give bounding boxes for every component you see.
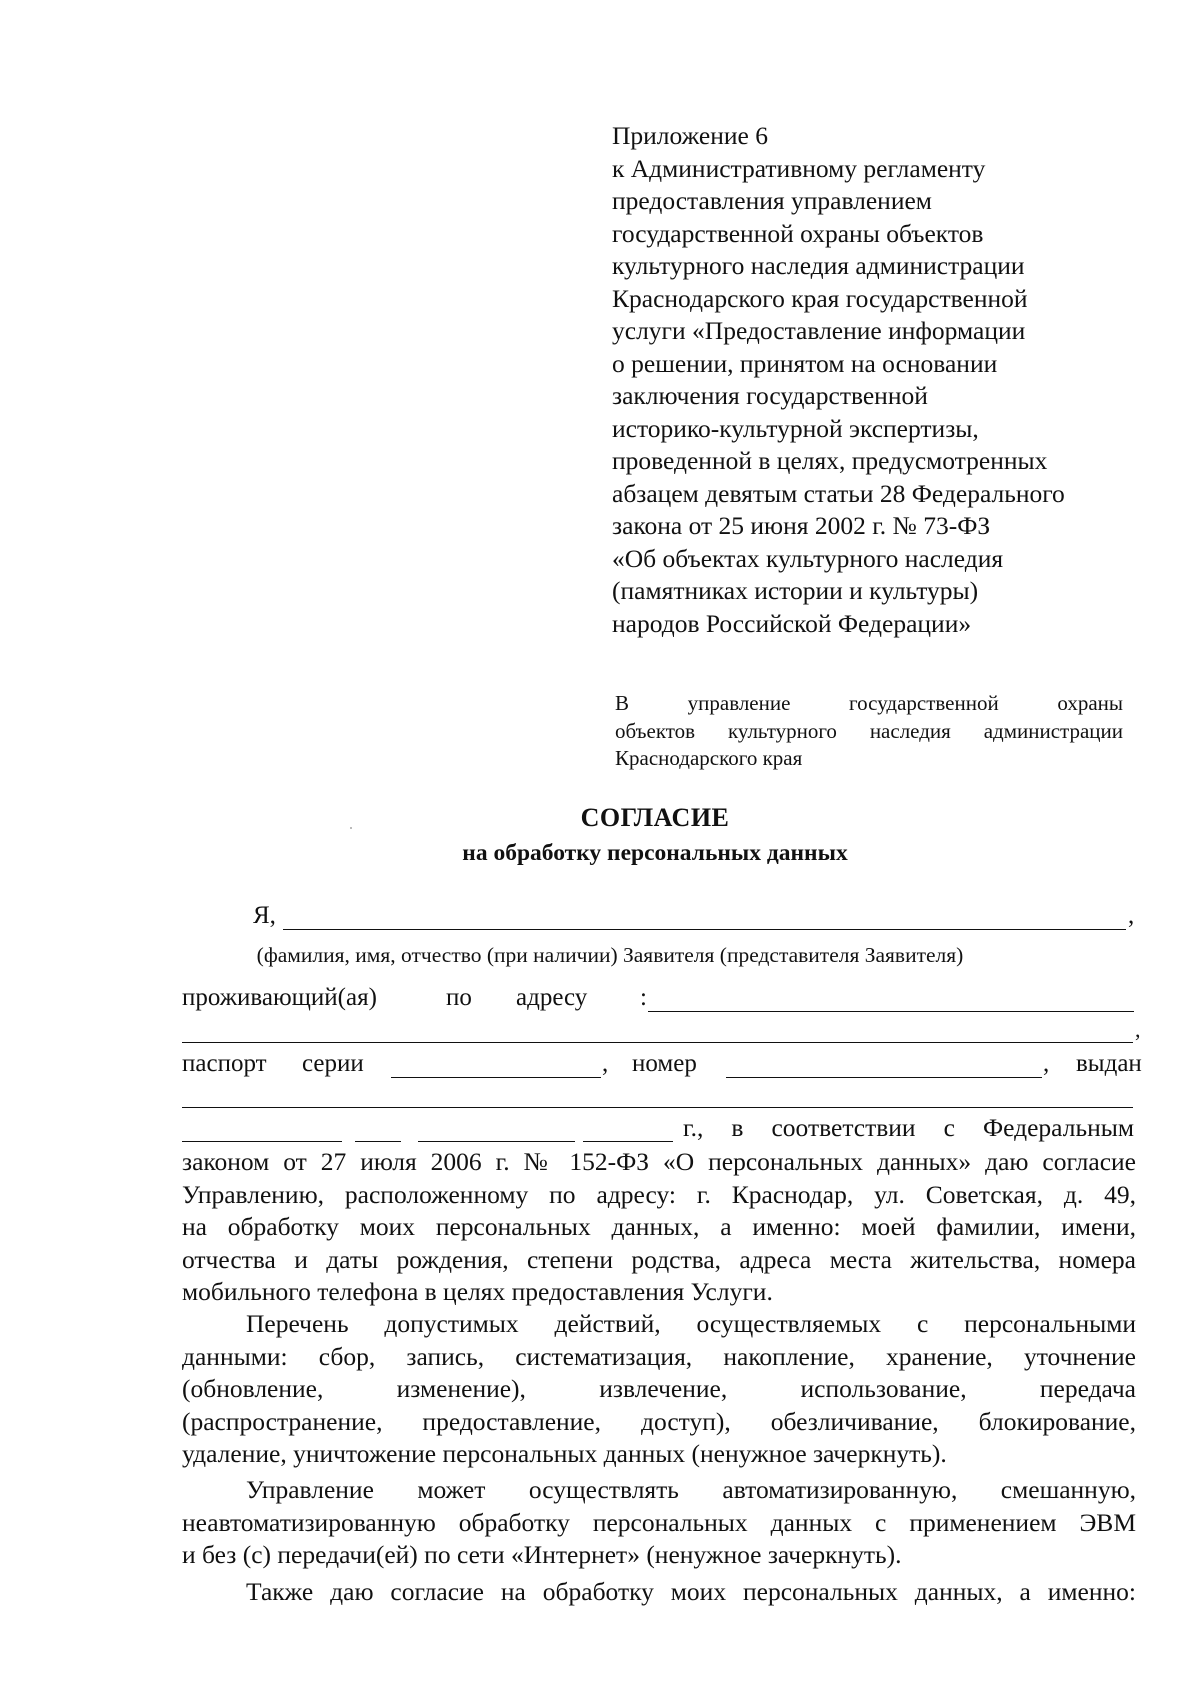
date-field-month-line[interactable]	[418, 1141, 575, 1142]
addressee-line: В управление государственной охраны	[615, 691, 1123, 715]
address-suffix-comma: ,	[1135, 1017, 1141, 1042]
paragraph-line: неавтоматизированную обработку персональных данных с применением ЭВМ	[182, 1507, 1136, 1537]
appendix-line: закона от 25 июня 2002 г. № 73-ФЗ	[612, 511, 991, 540]
appendix-line: проведенной в целях, предусмотренных	[612, 446, 1048, 475]
appendix-line: о решении, принятом на основании	[612, 348, 998, 378]
comma-after-number: ,	[1043, 1050, 1050, 1077]
appendix-line: культурного наследия администрации	[612, 251, 1025, 280]
paragraph-line: и без (с) передачи(ей) по сети «Интернет» (ненужное зачеркнуть).	[182, 1540, 902, 1569]
appendix-line: «Об объектах культурного наследия	[612, 543, 1004, 573]
paragraph-consent-main	[182, 1146, 1136, 1309]
residence-label-po: по	[446, 984, 472, 1011]
number-label: номер	[632, 1050, 697, 1077]
paragraph-processing-method	[182, 1474, 1136, 1572]
paragraph-line: данными: сбор, запись, систематизация, накопление, хранение, уточнение	[182, 1341, 1136, 1371]
paragraph-line: мобильного телефона в целях предоставления Услуги.	[182, 1277, 773, 1306]
issued-by-field-line[interactable]	[182, 1107, 1133, 1108]
residence-label-address: адресу	[516, 984, 588, 1011]
paragraph-line: удаление, уничтожение персональных данных (ненужное зачеркнуть).	[182, 1439, 947, 1468]
residence-colon: :	[640, 984, 647, 1011]
paragraph-line: Управлению, расположенному по адресу: г. Краснодар, ул. Советская, д. 49,	[182, 1179, 1136, 1209]
comma-after-series: ,	[602, 1050, 609, 1077]
appendix-line: предоставления управлением	[612, 186, 932, 215]
date-field-year-line[interactable]	[583, 1141, 673, 1142]
appendix-line: историко-культурной экспертизы,	[612, 413, 979, 443]
series-label: серии	[302, 1050, 364, 1077]
paragraph-line: (распространение, предоставление, доступ), обезличивание, блокирование,	[182, 1406, 1136, 1436]
name-suffix-comma: ,	[1128, 902, 1135, 929]
paragraph-line: (обновление, изменение), извлечение, использование, передача	[182, 1374, 1136, 1403]
number-field-line[interactable]	[726, 1077, 1042, 1078]
document-title: СОГЛАСИЕ	[580, 803, 730, 832]
name-field-line[interactable]	[283, 929, 1126, 930]
appendix-block	[612, 120, 1152, 640]
date-field-day-line[interactable]	[182, 1141, 342, 1142]
scan-speck	[350, 827, 352, 829]
paragraph-line: отчества и даты рождения, степени родства, адреса места жительства, номера	[182, 1244, 1136, 1274]
issued-label: выдан	[1076, 1050, 1142, 1077]
paragraph-line: Перечень допустимых действий, осуществляемых с персональными	[246, 1309, 1136, 1338]
paragraph-line: Также даю согласие на обработку моих персональных данных, а именно:	[246, 1577, 1136, 1606]
paragraph-line: на обработку моих персональных данных, а именно: моей фамилии, имени,	[182, 1212, 1136, 1241]
appendix-line: заключения государственной	[612, 381, 928, 410]
appendix-line: Краснодарского края государственной	[612, 283, 1028, 313]
document-subtitle: на обработку персональных данных	[462, 840, 848, 866]
paragraph-allowed-actions	[182, 1308, 1136, 1471]
addressee-line: объектов культурного наследия администрации	[615, 718, 1123, 743]
address-field-line-2[interactable]	[182, 1042, 1133, 1043]
appendix-line: услуги «Предоставление информации	[612, 316, 1026, 345]
paragraph-line: законом от 27 июля 2006 г. № 152-ФЗ «О персональных данных» даю согласие	[182, 1147, 1136, 1176]
address-field-line[interactable]	[648, 1011, 1134, 1012]
addressee-line: Краснодарского края	[615, 746, 803, 770]
i-prefix: Я,	[253, 902, 276, 929]
date-suffix-text: г., в соответствии с Федеральным	[683, 1113, 1134, 1142]
appendix-line: государственной охраны объектов	[612, 218, 984, 248]
appendix-line: Приложение 6	[612, 121, 768, 150]
paragraph-additional-consent	[182, 1576, 1136, 1609]
name-caption: (фамилия, имя, отчество (при наличии) Заявителя (представителя Заявителя)	[256, 943, 964, 967]
appendix-line: к Административному регламенту	[612, 153, 986, 183]
passport-label: паспорт	[182, 1050, 267, 1077]
appendix-line: (памятниках истории и культуры)	[612, 576, 979, 605]
addressee-block	[615, 690, 1123, 773]
appendix-line: народов Российской Федерации»	[612, 608, 972, 638]
appendix-line: абзацем девятым статьи 28 Федерального	[612, 478, 1065, 508]
date-field-sep-line[interactable]	[355, 1141, 401, 1142]
series-field-line[interactable]	[391, 1077, 601, 1078]
paragraph-line: Управление может осуществлять автоматизированную, смешанную,	[246, 1475, 1136, 1504]
residence-label: проживающий(ая)	[182, 984, 377, 1011]
